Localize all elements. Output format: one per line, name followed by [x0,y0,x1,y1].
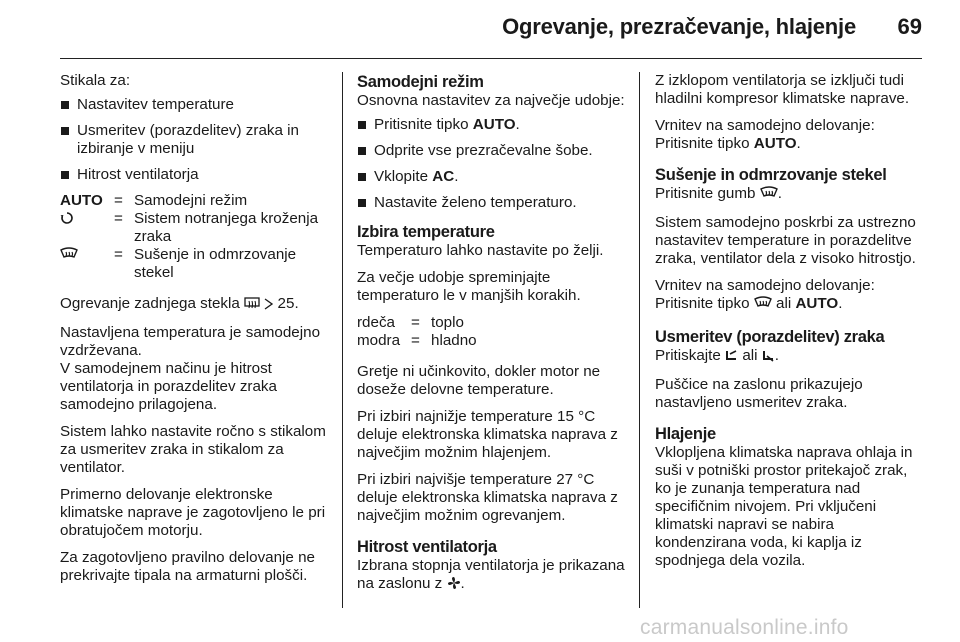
paragraph: Pritisnite gumb . [655,185,927,205]
paragraph: Pri izbiri najvišje temperature 27 °C deluje elektronska klimatska naprava z največjim možnim ogrevanjem. [357,471,618,524]
list-item: Pritisnite tipko AUTO. [357,116,629,134]
section-heading: Usmeritev (porazdelitev) zraka [655,328,885,346]
paragraph: Pri izbiri najnižje temperature 15 °C deluje elektronska klimatska naprava z največjim možnim hlajenjem. [357,408,618,461]
switch-list [60,96,332,184]
page-title: Ogrevanje, prezračevanje, hlajenje [502,14,856,39]
watermark: carmanualsonline.info [640,616,849,639]
intro-text: Stikala za: [60,72,131,89]
windscreen-defrost-icon [60,247,78,266]
windscreen-defrost-icon [760,186,778,205]
list-item: Hitrost ventilatorja [60,166,332,184]
section-heading: Izbira temperature [357,223,495,241]
section-heading: Samodejni režim [357,73,484,91]
definition-row: modra = hladno [357,332,477,349]
air-distribution-up-icon [725,349,738,367]
rear-window-text: Ogrevanje zadnjega stekla 25. [60,295,332,315]
definition-value: Sistem notranjega kroženja zraka [134,210,319,245]
paragraph: Temperaturo lahko nastavite po želji. [357,242,604,259]
paragraph: Vrnitev na samodejno delovanje: Pritisnite tipko AUTO. [655,117,875,152]
paragraph: Z izklopom ventilatorja se izključi tudi hladilni kompresor klimatske naprave. [655,72,910,107]
paragraph: V samodejnem načinu je hitrost ventilatorja in porazdelitev zraka samodejno prilagojena. [60,360,277,413]
paragraph: Sistem samodejno poskrbi za ustrezno nastavitev temperature in porazdelitve zraka, ventilator dela z visoko hitrostjo. [655,214,916,267]
column-3 [655,72,927,579]
list-item: Nastavitev temperature [60,96,332,114]
definition-row: = Sistem notranjega kroženja zraka [60,210,332,246]
page-header [0,0,960,60]
rear-window-heating-icon [244,297,260,315]
paragraph: Sistem lahko nastavite ročno s stikalom za usmeritev zraka in stikalom za ventilator. [60,423,326,476]
page-number: 69 [897,14,922,39]
list-item: Odprite vse prezračevalne šobe. [357,142,629,160]
section-heading: Hlajenje [655,425,716,443]
paragraph: Vklopljena klimatska naprava ohlaja in suši v potniški prostor pritekajoč zrak, ko je zunanja temperatura nad specifičnim nivojem. Pri vključeni klimatski napravi se nabira kondenzirana voda, ki kaplja iz spodnjega dela vozila. [655,444,913,569]
list-item: Usmeritev (porazdelitev) zraka in izbiranje v meniju [60,122,332,158]
definition-key: AUTO [60,192,103,209]
list-item: Vklopite AC. [357,168,629,186]
paragraph: Primerno delovanje elektronske klimatske naprave je zagotovljeno le pri obratujočem motorju. [60,486,326,539]
paragraph: Za večje udobje spreminjajte temperaturo le v manjših korakih. [357,269,581,304]
paragraph: Puščice na zaslonu prikazujejo nastavljeno usmeritev zraka. [655,376,863,411]
paragraph: Nastavljena temperatura je samodejno vzdrževana. [60,324,321,359]
switch-definitions [60,192,332,282]
definition-value: Sušenje in odmrzovanje stekel [134,246,297,281]
paragraph: Osnovna nastavitev za največje udobje: [357,92,625,109]
definition-value: Samodejni režim [134,192,248,209]
column-divider-2 [639,72,640,608]
list-item: Nastavite želeno temperaturo. [357,194,629,212]
section-heading: Hitrost ventilatorja [357,538,497,556]
fan-icon [447,576,461,595]
definition-row: rdeča = toplo [357,314,464,331]
paragraph: Izbrana stopnja ventilatorja je prikazana na zaslonu z . [357,557,629,595]
windscreen-defrost-icon [754,296,772,315]
column-1 [60,72,332,594]
definition-row: AUTO = Samodejni režim [60,192,332,210]
paragraph: Pritiskajte ali . [655,347,927,367]
paragraph: Gretje ni učinkovito, dokler motor ne doseže delovne temperature. [357,363,601,398]
page-reference-icon [264,297,273,315]
section-heading: Sušenje in odmrzovanje stekel [655,166,887,184]
paragraph: Za zagotovljeno pravilno delovanje ne prekrivajte tipala na armaturni plošči. [60,549,315,584]
header-divider [60,58,922,59]
paragraph: Vrnitev na samodejno delovanje: Pritisnite tipko ali AUTO. [655,277,927,315]
recirculation-icon [60,211,74,230]
definition-row: = Sušenje in odmrzovanje stekel [60,246,332,282]
column-2 [357,72,629,604]
column-divider-1 [342,72,343,608]
temperature-colors [357,314,477,350]
page-reference[interactable]: 25. [277,295,299,312]
air-distribution-down-icon [762,349,775,367]
auto-steps-list [357,116,629,212]
